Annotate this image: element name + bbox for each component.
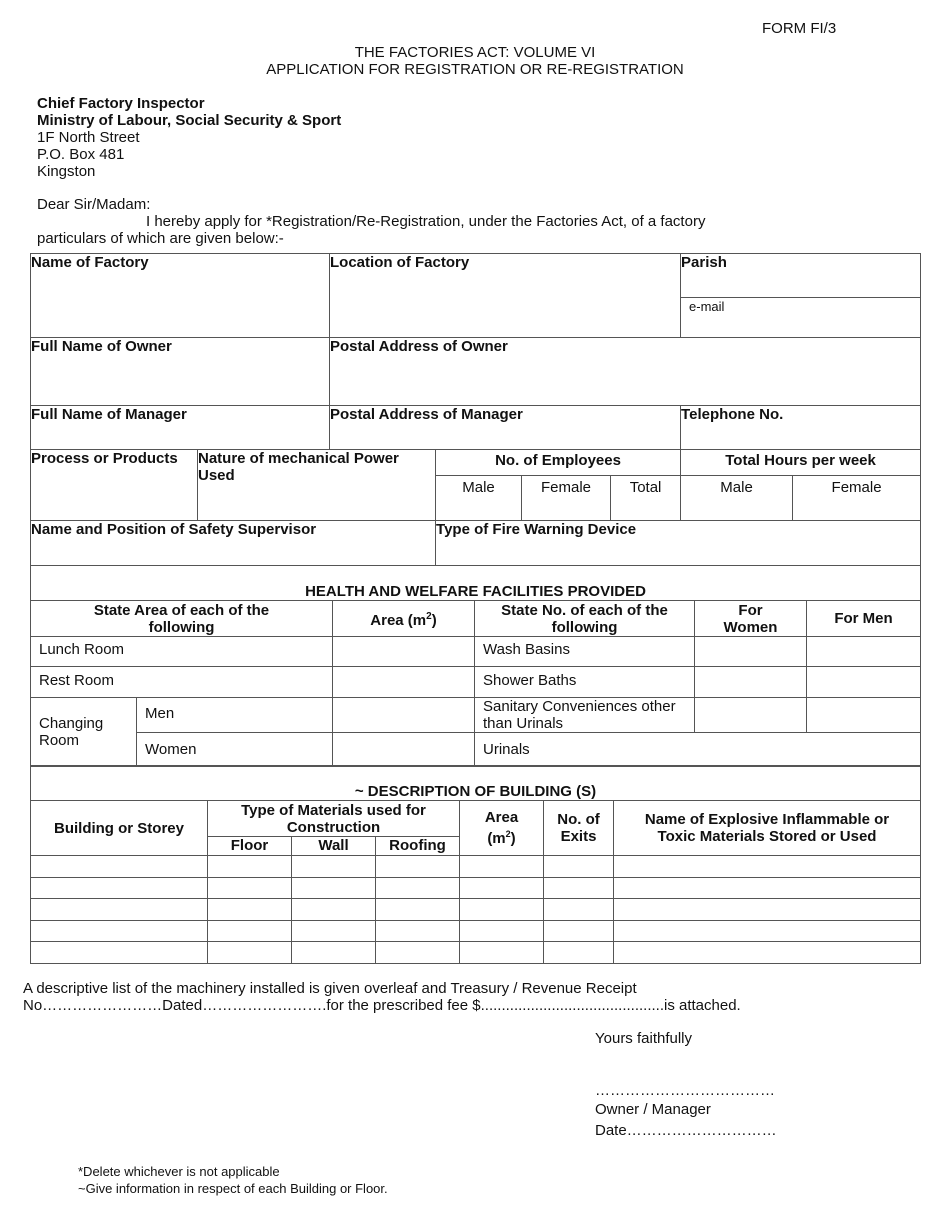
area-header xyxy=(333,601,475,637)
table-cell[interactable] xyxy=(292,856,376,878)
form-title-line1: THE FACTORIES ACT: VOLUME VI xyxy=(354,44,596,61)
table-cell[interactable] xyxy=(31,856,208,878)
table-cell[interactable] xyxy=(544,899,614,921)
wash-basins-women-cell[interactable] xyxy=(695,637,807,667)
table-row xyxy=(31,899,921,921)
intro-line1: I hereby apply for *Registration/Re-Registration, under the Factories Act, of a factory xyxy=(146,213,706,230)
table-cell[interactable] xyxy=(614,899,921,921)
manager-address-cell[interactable] xyxy=(330,406,681,450)
table-cell[interactable] xyxy=(376,942,460,964)
table-cell[interactable] xyxy=(460,942,544,964)
mechanical-power-cell[interactable] xyxy=(198,450,436,521)
process-products-cell[interactable] xyxy=(31,450,198,521)
manager-name-cell[interactable] xyxy=(31,406,330,450)
table-cell[interactable] xyxy=(614,878,921,899)
rest-room-label: Rest Room xyxy=(31,667,333,698)
table-cell[interactable] xyxy=(208,899,292,921)
hours-male-cell[interactable]: Male xyxy=(681,476,793,521)
wash-basins-label: Wash Basins xyxy=(475,637,695,667)
location-of-factory-cell[interactable] xyxy=(330,254,681,338)
table-cell[interactable] xyxy=(31,921,208,942)
rest-room-area-cell[interactable] xyxy=(333,667,475,698)
building-section-title: ~ DESCRIPTION OF BUILDING (S) xyxy=(31,766,921,801)
table-cell[interactable] xyxy=(544,878,614,899)
signature-line[interactable]: ……………………………… xyxy=(595,1082,775,1099)
location-of-factory-label: Location of Factory xyxy=(330,254,470,271)
changing-women-label: Women xyxy=(137,733,333,767)
employees-female-cell[interactable]: Female xyxy=(522,476,611,521)
building-area-close: ) xyxy=(510,830,516,847)
no-employees-header: No. of Employees xyxy=(436,450,681,476)
table-cell[interactable] xyxy=(376,856,460,878)
table-cell[interactable] xyxy=(614,921,921,942)
area-header-text: Area (m xyxy=(370,612,427,629)
telephone-label: Telephone No. xyxy=(681,406,784,423)
owner-address-label: Postal Address of Owner xyxy=(330,338,508,355)
building-storey-header: Building or Storey xyxy=(31,801,208,856)
table-cell[interactable] xyxy=(544,856,614,878)
table-cell[interactable] xyxy=(614,856,921,878)
table-row xyxy=(31,878,921,899)
building-area-sup: 2 xyxy=(505,829,511,839)
table-cell[interactable] xyxy=(208,878,292,899)
wall-header: Wall xyxy=(292,837,376,856)
owner-manager-label: Owner / Manager xyxy=(595,1101,711,1118)
table-row xyxy=(31,856,921,878)
safety-supervisor-label: Name and Position of Safety Supervisor xyxy=(31,521,317,538)
lunch-room-label: Lunch Room xyxy=(31,637,333,667)
note-building: ~Give information in respect of each Building or Floor. xyxy=(78,1181,388,1196)
table-cell[interactable] xyxy=(292,921,376,942)
machinery-line2[interactable]: No……………………Dated…………………….for the prescribed fee $............................................is attached. xyxy=(23,997,741,1014)
materials-header: Type of Materials used for Construction xyxy=(208,801,460,837)
table-cell[interactable] xyxy=(460,878,544,899)
addressee-title: Chief Factory Inspector xyxy=(37,95,205,112)
building-area-header xyxy=(460,801,544,856)
area-header-sup: 2 xyxy=(426,611,432,622)
table-cell[interactable] xyxy=(460,899,544,921)
health-welfare-table xyxy=(30,565,921,767)
changing-men-area-cell[interactable] xyxy=(333,698,475,733)
for-women-header: For Women xyxy=(695,601,807,637)
table-cell[interactable] xyxy=(208,856,292,878)
table-cell[interactable] xyxy=(544,921,614,942)
table-cell[interactable] xyxy=(31,878,208,899)
wash-basins-men-cell[interactable] xyxy=(807,637,921,667)
table-cell[interactable] xyxy=(376,899,460,921)
table-cell[interactable] xyxy=(208,921,292,942)
note-delete: *Delete whichever is not applicable xyxy=(78,1164,280,1179)
parish-label: Parish xyxy=(681,254,727,271)
table-row xyxy=(31,942,921,964)
mechanical-power-label: Nature of mechanical Power Used xyxy=(198,450,399,484)
owner-name-cell[interactable] xyxy=(31,338,330,406)
area-header-close: ) xyxy=(431,612,437,629)
shower-baths-men-cell[interactable] xyxy=(807,667,921,698)
sanitary-men-cell[interactable] xyxy=(807,698,921,733)
table-cell[interactable] xyxy=(292,878,376,899)
total-hours-header: Total Hours per week xyxy=(681,450,921,476)
state-area-header: State Area of each of the following xyxy=(31,601,333,637)
table-cell[interactable] xyxy=(31,942,208,964)
addressee-ministry: Ministry of Labour, Social Security & Sport xyxy=(37,112,342,129)
name-of-factory-label: Name of Factory xyxy=(31,254,149,271)
lunch-room-area-cell[interactable] xyxy=(333,637,475,667)
shower-baths-label: Shower Baths xyxy=(475,667,695,698)
intro-line2: particulars of which are given below:- xyxy=(37,230,284,247)
exits-header: No. of Exits xyxy=(544,801,614,856)
floor-header: Floor xyxy=(208,837,292,856)
table-cell[interactable] xyxy=(376,878,460,899)
changing-women-area-cell[interactable] xyxy=(333,733,475,767)
table-cell[interactable] xyxy=(614,942,921,964)
sanitary-label: Sanitary Conveniences other than Urinals xyxy=(475,698,695,733)
hours-female-cell[interactable]: Female xyxy=(793,476,921,521)
email-label: e-mail xyxy=(689,299,725,314)
owner-address-cell[interactable] xyxy=(330,338,921,406)
telephone-cell[interactable] xyxy=(681,406,921,450)
date-line[interactable]: Date………………………… xyxy=(595,1122,777,1139)
table-cell[interactable] xyxy=(460,921,544,942)
for-men-header: For Men xyxy=(807,601,921,637)
email-cell[interactable] xyxy=(681,298,921,338)
table-cell[interactable] xyxy=(376,921,460,942)
safety-supervisor-cell[interactable] xyxy=(31,521,436,566)
salutation: Dear Sir/Madam: xyxy=(37,196,151,213)
table-cell[interactable] xyxy=(292,942,376,964)
building-area-unit: (m xyxy=(487,830,506,847)
manager-address-label: Postal Address of Manager xyxy=(330,406,523,423)
addressee-box: P.O. Box 481 xyxy=(37,146,125,163)
building-area-text: Area xyxy=(484,809,519,826)
state-no-header: State No. of each of the following xyxy=(475,601,695,637)
sanitary-women-cell[interactable] xyxy=(695,698,807,733)
fire-warning-cell[interactable] xyxy=(436,521,921,566)
addressee-street: 1F North Street xyxy=(37,129,140,146)
yours-faithfully: Yours faithfully xyxy=(595,1030,693,1047)
fire-warning-label: Type of Fire Warning Device xyxy=(436,521,637,538)
employees-male-cell[interactable]: Male xyxy=(436,476,522,521)
factory-details-table xyxy=(30,253,921,566)
manager-name-label: Full Name of Manager xyxy=(31,406,187,423)
table-row xyxy=(31,921,921,942)
form-title-line2: APPLICATION FOR REGISTRATION OR RE-REGISTRATION xyxy=(266,61,684,78)
table-cell[interactable] xyxy=(31,899,208,921)
changing-men-label: Men xyxy=(137,698,333,733)
parish-cell[interactable] xyxy=(681,254,921,298)
form-code: FORM FI/3 xyxy=(762,20,837,37)
roofing-header: Roofing xyxy=(376,837,460,856)
explosive-header: Name of Explosive Inflammable or Toxic Materials Stored or Used xyxy=(614,801,921,856)
shower-baths-women-cell[interactable] xyxy=(695,667,807,698)
process-products-label: Process or Products xyxy=(31,450,178,467)
table-cell[interactable] xyxy=(292,899,376,921)
table-cell[interactable] xyxy=(460,856,544,878)
changing-room-label: Changing Room xyxy=(31,698,137,767)
employees-total-cell[interactable]: Total xyxy=(611,476,681,521)
table-cell[interactable] xyxy=(544,942,614,964)
table-cell[interactable] xyxy=(208,942,292,964)
addressee-city: Kingston xyxy=(37,163,96,180)
health-section-title: HEALTH AND WELFARE FACILITIES PROVIDED xyxy=(31,566,921,601)
machinery-line1: A descriptive list of the machinery installed is given overleaf and Treasury / Revenue Receipt xyxy=(23,980,637,997)
building-description-table xyxy=(30,765,921,964)
urinals-label: Urinals xyxy=(475,733,921,767)
owner-name-label: Full Name of Owner xyxy=(31,338,172,355)
name-of-factory-cell[interactable] xyxy=(31,254,330,338)
